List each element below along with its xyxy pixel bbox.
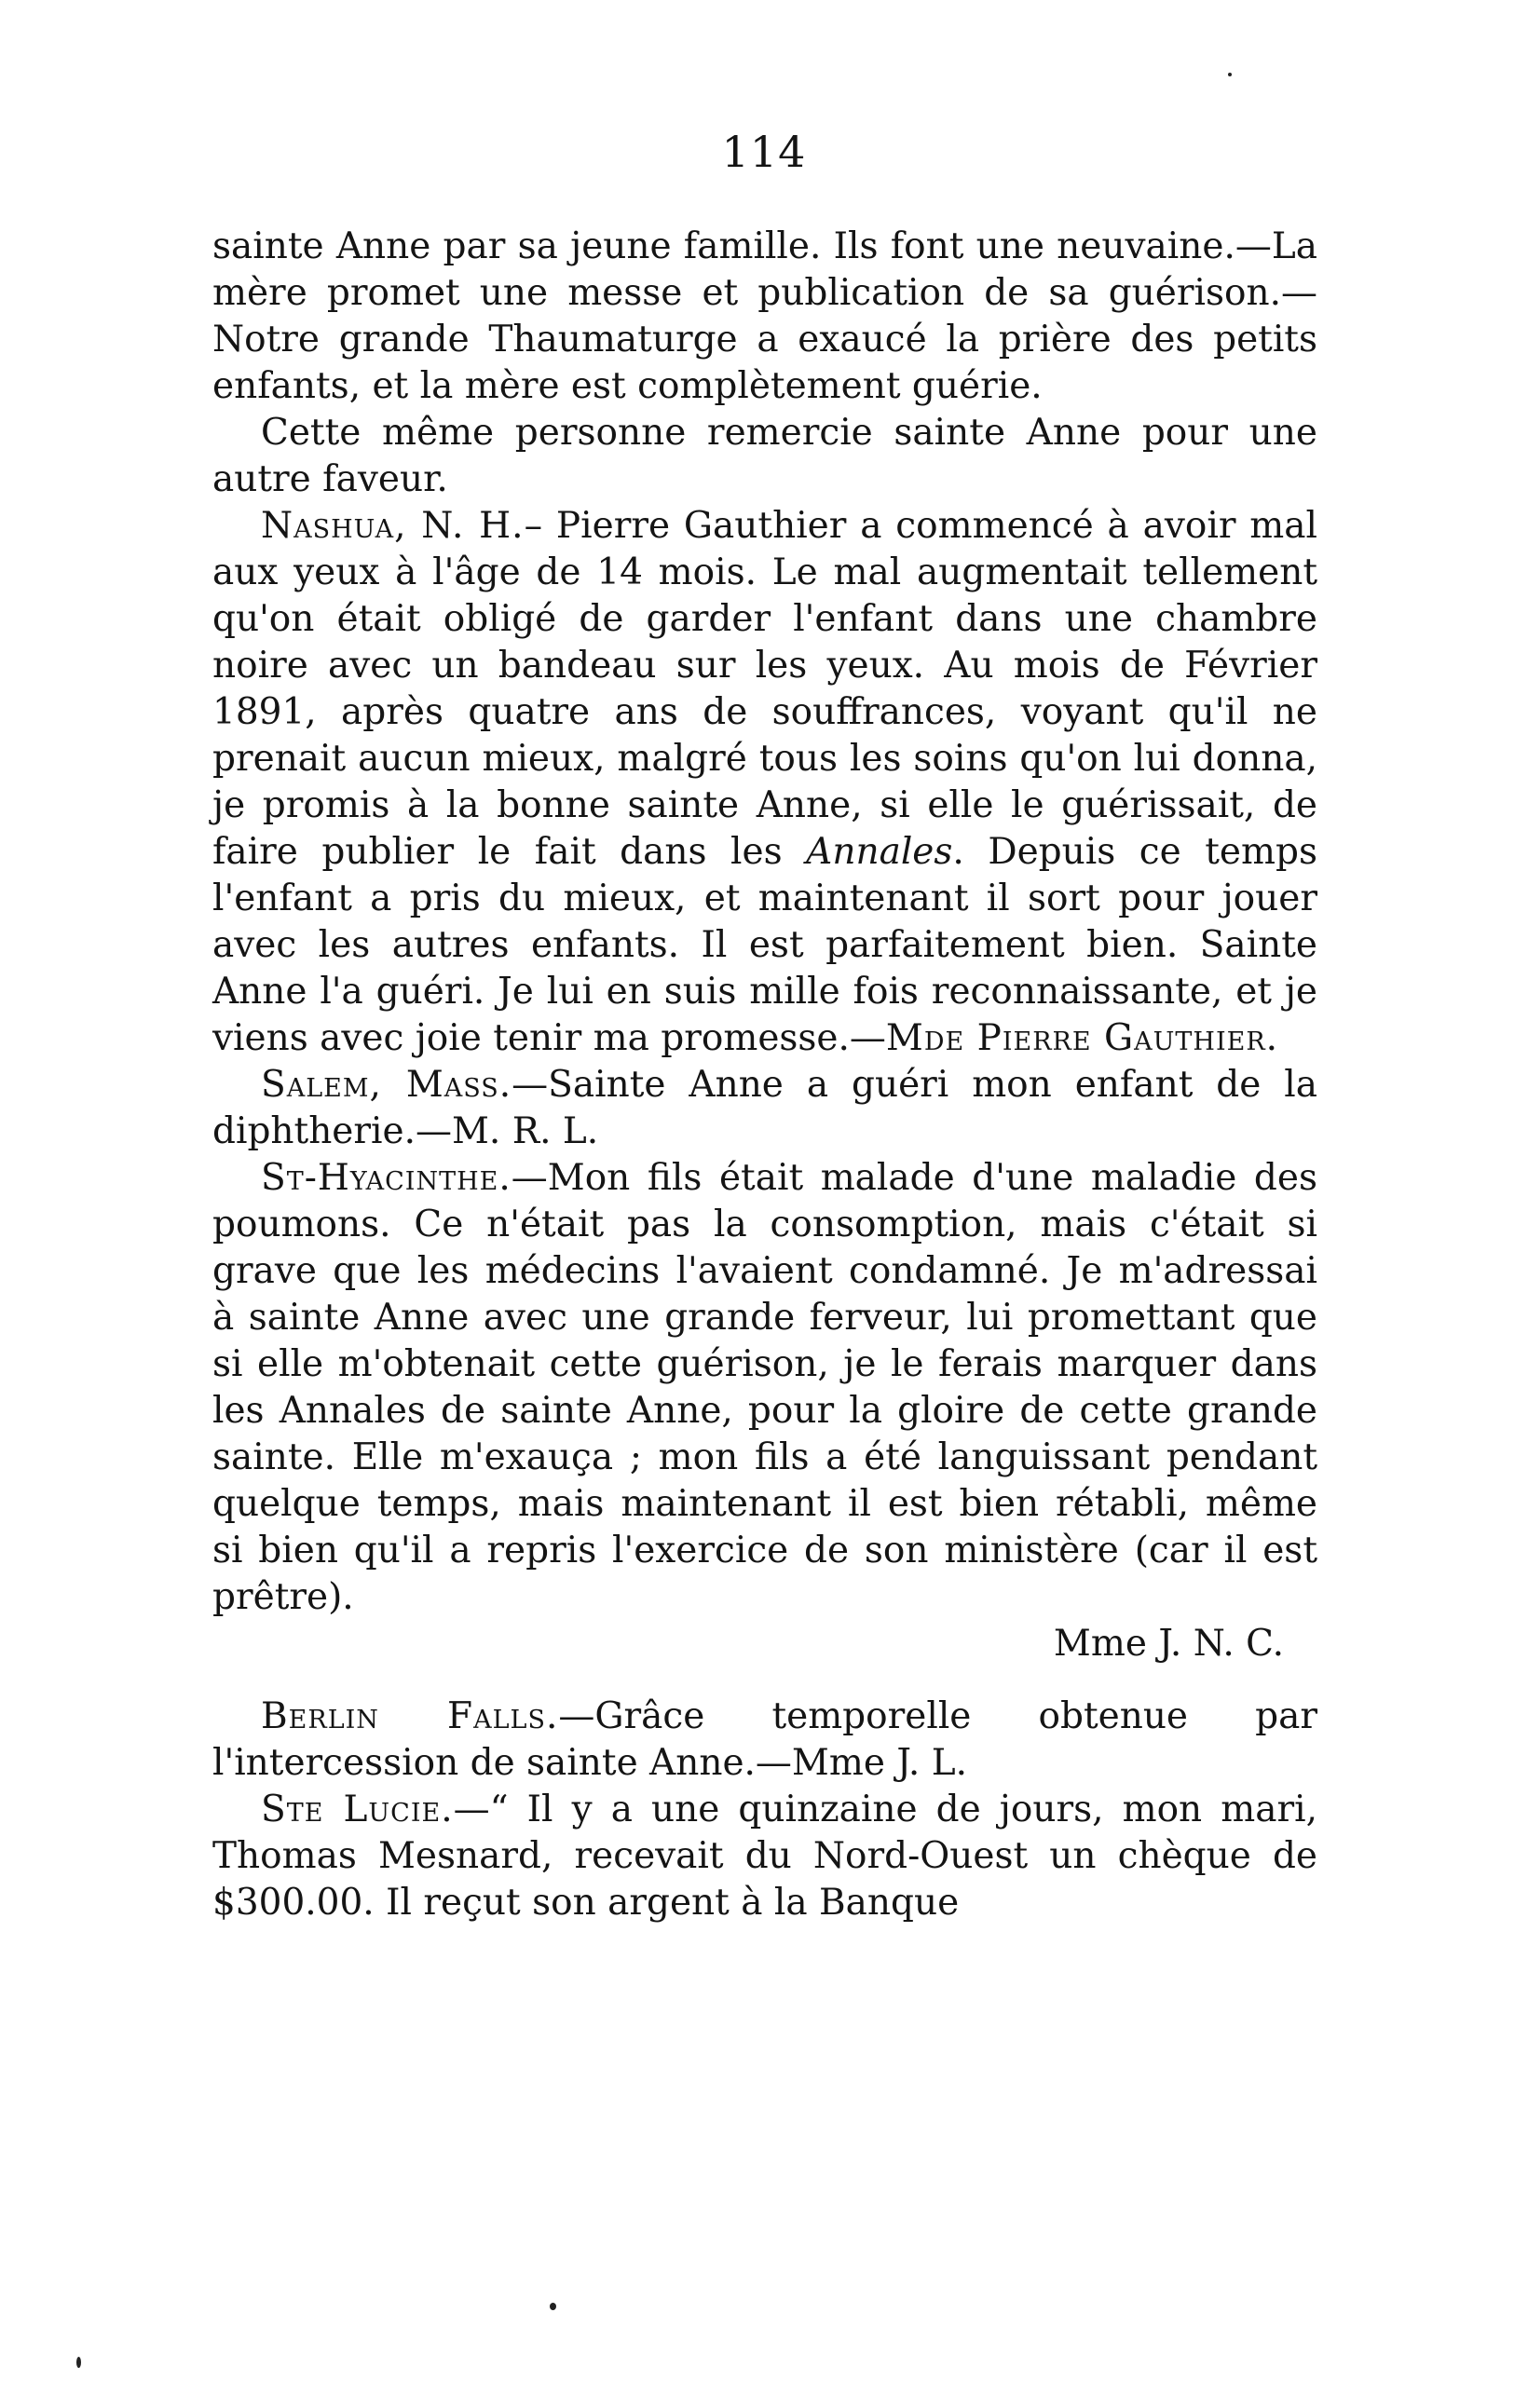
- paragraph-text: —“ Il y a une quinzaine de jours, mon mari, Thomas Mesnard, recevait du Nord-Ouest un chèque de $300.00. Il reçut son argent à la Banque: [212, 1789, 1318, 1924]
- place-name: Nashua, N. H.: [261, 505, 525, 547]
- paragraph-text-continued: . Depuis ce temps l'enfant a pris du mieux, et maintenant il sort pour jouer avec les autres enfants. Il est parfaitement bien. Sainte Anne l'a guéri. Je lui en suis mille fois reconnaissante, et je viens avec joie tenir ma promesse.—: [212, 831, 1317, 1059]
- place-name: Salem, Mass.: [261, 1064, 512, 1106]
- paragraph-text: —Sainte Anne a guéri mon enfant de la diphtherie.—M. R. L.: [212, 1064, 1317, 1152]
- paragraph-salem: [212, 1062, 1317, 1155]
- paragraph-other-favour: [212, 410, 1317, 503]
- print-speck: [76, 2357, 81, 2368]
- paragraph-text: sainte Anne par sa jeune famille. Ils font une neuvaine.—La mère promet une messe et publication de sa guérison.—Notre grande Thaumaturge a exaucé la prière des petits enfants, et la mère est complètement guérie.: [212, 225, 1317, 407]
- paragraph-text: – Pierre Gauthier a commencé à avoir mal aux yeux à l'âge de 14 mois. Le mal augmentait tellement qu'on était obligé de garder l'enfant dans une chambre noire avec un bandeau sur les yeux. Au mois de Février 1891, après quatre ans de souffrances, voyant qu'il ne prenait aucun mieux, malgré tous les soins qu'on lui donna, je promis à la bonne sainte Anne, si elle le guérissait, de faire publier le fait dans les: [212, 505, 1317, 873]
- paragraph-continuation: [212, 224, 1317, 410]
- signature-inline: Mde Pierre Gauthier.: [885, 1017, 1279, 1059]
- place-name: Berlin Falls.: [261, 1695, 559, 1737]
- print-speck: [1228, 73, 1232, 76]
- paragraph-nashua: [212, 503, 1317, 1062]
- print-speck: [550, 2303, 556, 2310]
- paragraph-text: —Grâce temporelle obtenue par l'intercession de sainte Anne.—Mme J. L.: [212, 1695, 1317, 1784]
- paragraph-st-hyacinthe: [212, 1155, 1317, 1621]
- italic-title: Annales: [806, 831, 953, 873]
- body-text: [212, 224, 1317, 1926]
- paragraph-text: —Mon fils était malade d'une maladie des poumons. Ce n'était pas la consomption, mais c'était si grave que les médecins l'avaient condamné. Je m'adressai à sainte Anne avec une grande ferveur, lui promettant que si elle m'obtenait cette guérison, je le ferais marquer dans les Annales de sainte Anne, pour la gloire de cette grande sainte. Elle m'exauça ; mon fils a été languissant pendant quelque temps, mais maintenant il est bien rétabli, même si bien qu'il a repris l'exercice de son ministère (car il est prêtre).: [212, 1157, 1317, 1618]
- place-name: Ste Lucie.: [261, 1789, 454, 1830]
- paragraph-berlin-falls: [212, 1694, 1317, 1787]
- spacer: [212, 1667, 1317, 1694]
- paragraph-ste-lucie: [212, 1787, 1317, 1926]
- place-name: St-Hyacinthe.: [261, 1157, 512, 1199]
- paragraph-text: Cette même personne remercie sainte Anne pour une autre faveur.: [212, 412, 1317, 500]
- page-number: 114: [721, 127, 807, 177]
- signature-line: Mme J. N. C.: [1053, 1623, 1284, 1665]
